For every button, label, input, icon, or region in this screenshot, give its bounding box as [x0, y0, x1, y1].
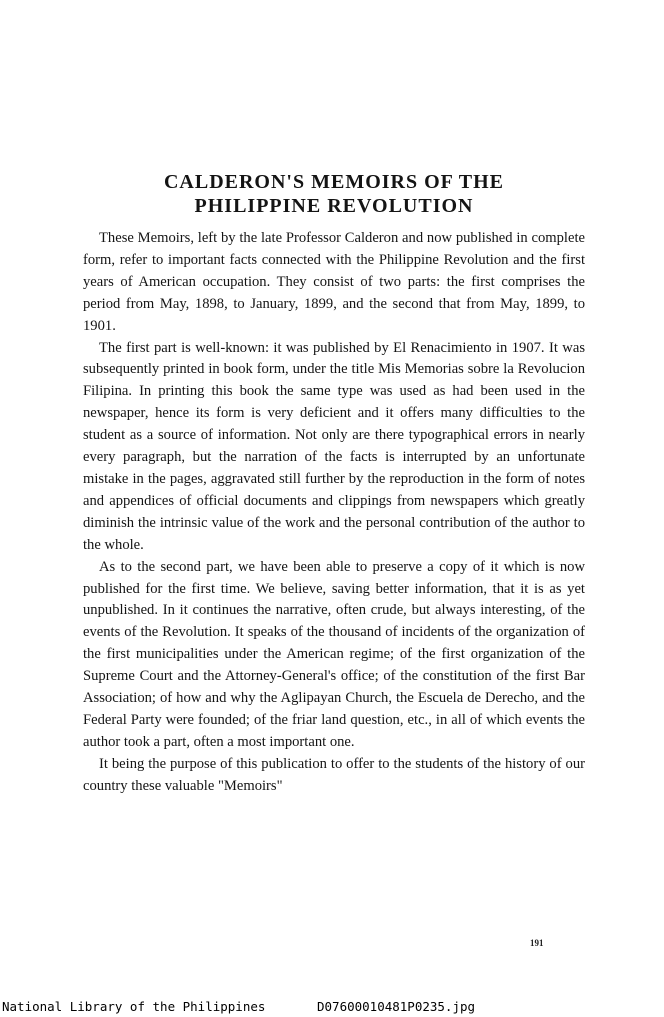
document-page — [83, 170, 585, 798]
title-line-2: PHILIPPINE REVOLUTION — [194, 195, 474, 217]
title-line-1: CALDERON'S MEMOIRS OF THE — [163, 171, 505, 193]
paragraph-4: It being the purpose of this publication to offer to the students of the history of our country these valuable "Memoirs" — [83, 755, 585, 794]
article-title — [83, 170, 585, 218]
file-name: D07600010481P0235.jpg — [317, 999, 476, 1014]
paragraph-1: These Memoirs, left by the late Professor Calderon and now published in complete form, refer to important facts connected with the Philippine Revolution and the first years of American occupation. They consist of two parts: the first comprises the period from May, 1898, to January, 1899, and the second that from May, 1899, to 1901. — [83, 230, 585, 334]
paragraph-3: As to the second part, we have been able to preserve a copy of it which is now published for the first time. We believe, saving better information, that it is as yet unpublished. In it continues the narrative, often crude, but always interesting, of the events of the Revolution. It speaks of the thousand of incidents of the organization of the first municipalities under the American regime; of the first organization of the Supreme Court and the Attorney-General's office; of the constitution of the first Bar Association; of how and why the Aglipayan Church, the Escuela de Derecho, and the Federal Party were founded; of the friar land question, etc., in all of which events the author took a part, often a most important one. — [83, 558, 585, 750]
page-number: 191 — [530, 938, 544, 948]
library-name: National Library of the Philippines — [2, 999, 266, 1014]
paragraph-2: The first part is well-known: it was published by El Renacimiento in 1907. It was subsequently printed in book form, under the title Mis Memorias sobre la Revolucion Filipina. In printing this book the same type was used as had been used in the newspaper, hence its form is very deficient and it offers many difficulties to the student as a source of information. Not only are there typographical errors in nearly every paragraph, but the narration of the facts is interrupted by an unfortunate mistake in the pages, aggravated still further by the reproduction in the form of notes and appendices of official documents and clippings from newspapers which greatly diminish the intrinsic value of the work and the personal contribution of the author to the whole. — [83, 339, 585, 553]
